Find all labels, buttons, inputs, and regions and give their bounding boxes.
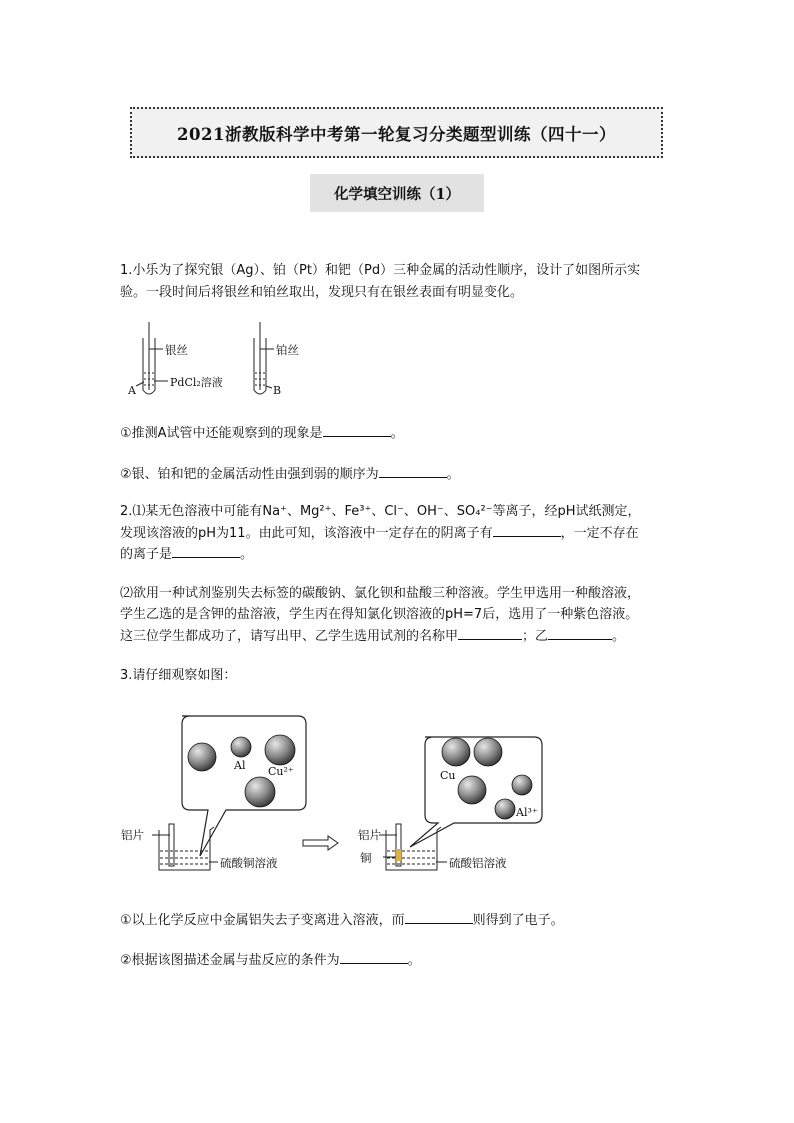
label-copper: 铜 (360, 851, 372, 865)
q1-sub1 (120, 422, 404, 444)
q1-sub2-text: ②银、铂和钯的金属活动性由强到弱的顺序为 (120, 467, 379, 482)
label-aluminium-sulfate: 硫酸铝溶液 (449, 856, 507, 870)
q2-part2-line2: 学生乙选的是含钾的盐溶液，学生丙在得知氯化钡溶液的pH=7后，选用了一种紫色溶液。 (120, 607, 639, 622)
q3-sub1-text: ①以上化学反应中金属铝失去子变离进入溶液，而 (120, 913, 405, 928)
q3-sub2-text: ②根据该图描述金属与盐反应的条件为 (120, 953, 340, 968)
label-left-al: Al (234, 759, 246, 772)
document-title (130, 107, 663, 158)
q2-part2-line3-text: 这三位学生都成功了，请写出甲、乙学生选用试剂的名称甲 (120, 629, 459, 644)
q3-sub2-blank[interactable] (340, 949, 408, 964)
q2-line3-end: 。 (240, 547, 254, 562)
q1-sub1-blank[interactable] (323, 422, 391, 437)
label-platinum-wire: 铂丝 (276, 343, 299, 357)
label-silver-wire: 银丝 (165, 343, 188, 357)
q2-part2-line1: ⑵欲用一种试剂鉴别失去标签的碳酸钠、氯化钡和盐酸三种溶液。学生甲选用一种酸溶液， (120, 586, 641, 601)
label-left-al-plate: 铝片 (121, 828, 144, 842)
q2-line3 (120, 543, 253, 565)
q2-part2-line3-mid: ；乙 (522, 629, 549, 644)
section-subtitle (310, 174, 484, 212)
q2-line1: 2.⑴某无色溶液中可能有Na⁺、Mg²⁺、Fe³⁺、Cl⁻、OH⁻、SO₄²⁻等离子，经pH试纸测定， (120, 504, 641, 519)
q3-sub1 (120, 909, 564, 931)
q2-anion-blank[interactable] (493, 522, 561, 537)
q1-sub2-blank[interactable] (379, 463, 447, 478)
q1-line2: 验。一段时间后将银丝和铂丝取出，发现只有在银丝表面有明显变化。 (120, 285, 524, 300)
left-particle-bubble (182, 716, 306, 856)
right-particle-bubble (410, 737, 542, 847)
q2-reagent-b-blank[interactable] (548, 625, 612, 640)
label-right-al-ion: Al³⁺ (516, 806, 538, 819)
q2-line2-text: 发现该溶液的pH为11。由此可知，该溶液中一定存在的阴离子有 (120, 526, 493, 541)
q2-part2-line3-end: 。 (612, 629, 626, 644)
q3-sub1-blank[interactable] (405, 909, 473, 924)
label-copper-sulfate: 硫酸铜溶液 (220, 856, 278, 870)
q2-part2-line3 (120, 625, 625, 647)
label-right-al-plate: 铝片 (358, 828, 381, 842)
q3-sub1-end: 则得到了电子。 (472, 913, 564, 928)
q2-line2-end: ，一定不存在 (560, 526, 639, 541)
label-tube-a: A (128, 384, 136, 397)
q1-sub1-text: ①推测A试管中还能观察到的现象是 (120, 426, 323, 441)
q3-sub2-end: 。 (407, 953, 421, 968)
q1-sub2 (120, 463, 460, 485)
q1-line1: 1.小乐为了探究银（Ag）、铂（Pt）和钯（Pd）三种金属的活动性顺序，设计了如图所示实 (120, 263, 641, 278)
q2-line3-text: 的离子是 (120, 547, 173, 562)
q2-absent-ion-blank[interactable] (172, 543, 240, 558)
section-subtitle-text: 化学填空训练（1） (333, 185, 461, 203)
q1-sub1-end: 。 (390, 426, 404, 441)
label-left-cu-ion: Cu²⁺ (268, 765, 294, 778)
q3-sub2 (120, 949, 421, 971)
label-right-cu: Cu (440, 769, 456, 782)
q3-reaction-figure (120, 712, 550, 884)
q2-reagent-a-blank[interactable] (458, 625, 522, 640)
label-tube-b: B (273, 384, 282, 397)
q1-test-tube-figure (120, 318, 320, 400)
q2-line2 (120, 522, 639, 544)
label-pdcl2-solution: PdCl₂溶液 (170, 376, 223, 389)
document-title-text: 2021浙教版科学中考第一轮复习分类题型训练（四十一） (177, 124, 616, 144)
q3-intro: 3.请仔细观察如图： (120, 668, 237, 683)
q1-sub2-end: 。 (446, 467, 460, 482)
